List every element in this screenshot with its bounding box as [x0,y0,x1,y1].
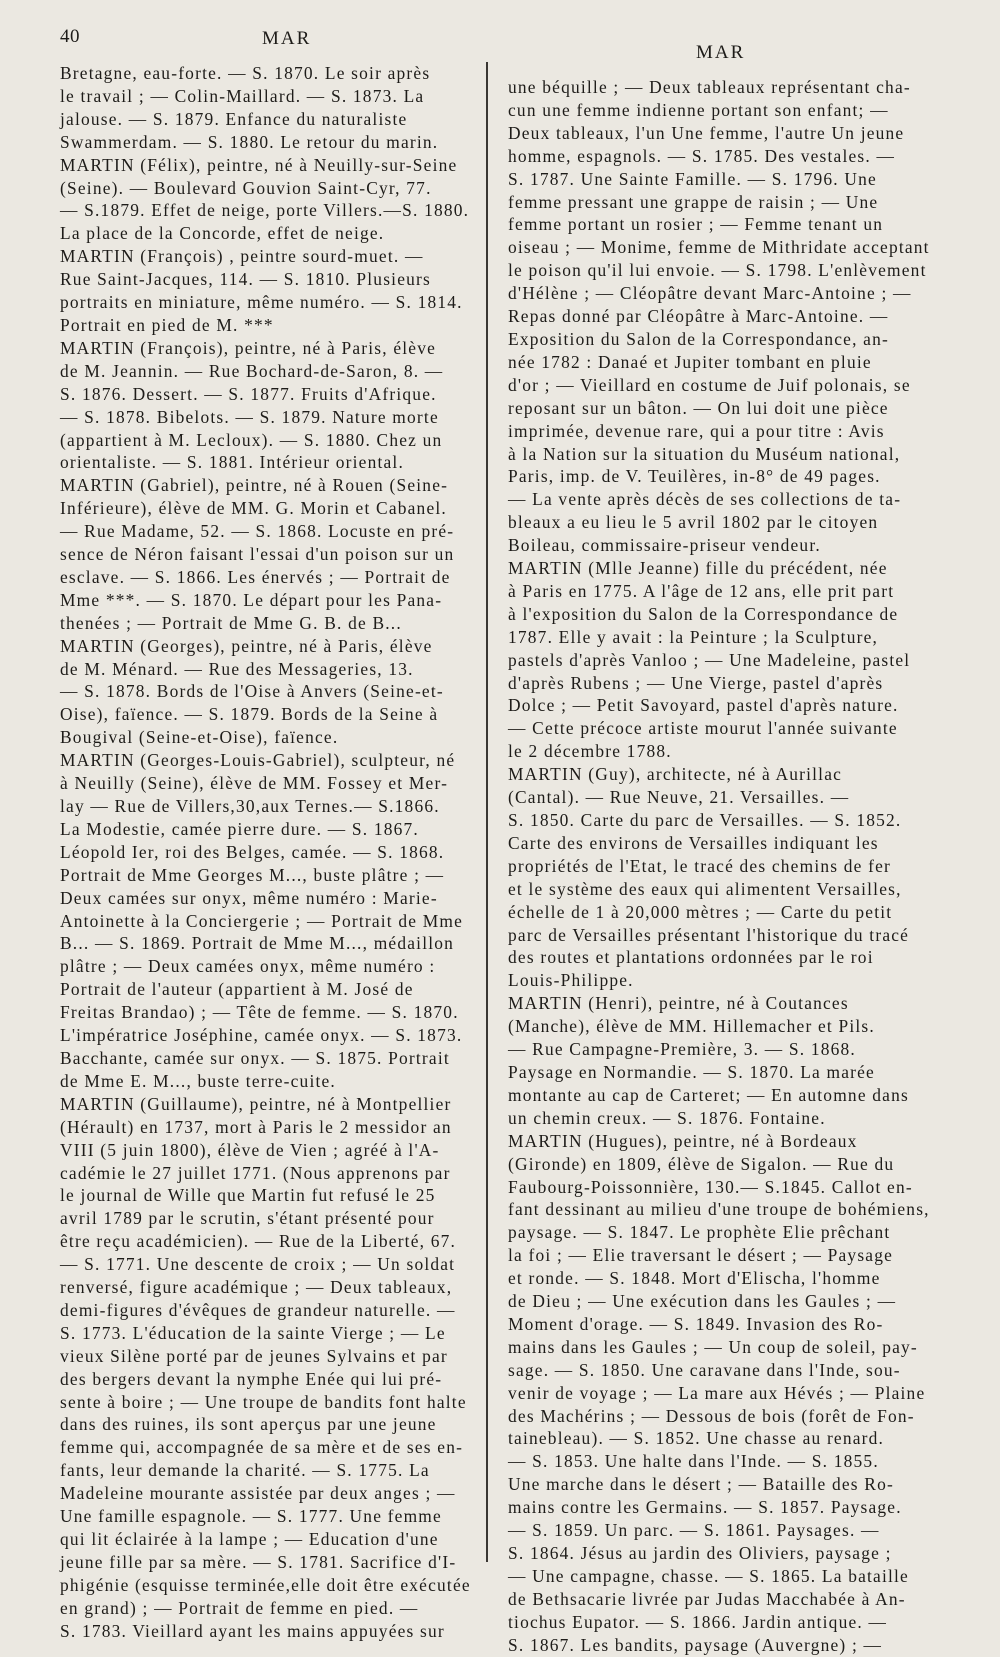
text-line: — S. 1859. Un parc. — S. 1861. Paysages. — [508,1520,880,1541]
text-line: le travail ; — Colin-Maillard. — S. 1873. La [60,85,425,106]
text-line: à Neuilly (Seine), élève de MM. Fossey et Mer- [60,773,449,794]
text-line: femme portant un rosier ; — Femme tenant un [508,214,884,235]
text-line: Faubourg-Poissonnière, 130.— S.1845. Callot en- [508,1176,913,1197]
text-line: parc de Versailles présentant l'historique du tracé [508,924,910,945]
text-line: MARTIN (Hugues), peintre, né à Bordeaux [508,1130,858,1151]
text-line: Madeleine mourante assistée par deux anges ; — [60,1483,456,1504]
text-line: S. 1850. Carte du parc de Versailles. — S. 1852. [508,810,902,830]
text-line: Rue Saint-Jacques, 114. — S. 1810. Plusieurs [60,269,431,290]
text-line: de Mme E. M..., buste terre-cuite. [60,1070,336,1091]
text-line: Louis-Philippe. [508,970,634,991]
text-line: portraits en miniature, même numéro. — S. 1814. [60,292,463,313]
text-line: échelle de 1 à 20,000 mètres ; — Carte du petit [508,901,893,922]
text-line: Carte des environs de Versailles indiquant les [508,832,879,853]
text-line: Une famille espagnole. — S. 1777. Une femme [60,1506,442,1527]
text-line: la foi ; — Elie traversant le désert ; — Paysage [508,1245,894,1266]
text-line: d'or ; — Vieillard en costume de Juif polonais, se [508,374,911,395]
text-line: tiochus Eupator. — S. 1866. Jardin antique. — [508,1611,888,1632]
text-line: imprimée, devenue rare, qui a pour titre : Avis [508,420,885,441]
text-line: vieux Silène porté par de jeunes Sylvains et par [60,1345,448,1366]
text-line: — S. 1853. Une halte dans l'Inde. — S. 1855. [508,1451,879,1472]
text-line: (Manche), élève de MM. Hillemacher et Pils. [508,1016,875,1037]
text-line: fants, leur demande la charité. — S. 1775. La [60,1460,430,1481]
text-line: MARTIN (Georges), peintre, né à Paris, élève [60,635,433,656]
text-line: Antoinette à la Conciergerie ; — Portrait de Mme [60,910,464,931]
text-line: pastels d'après Vanloo ; — Une Madeleine, pastel [508,649,911,670]
text-line: Deux tableaux, l'un Une femme, l'autre Un jeune [508,122,905,143]
text-line: avril 1789 par le scrutin, s'étant présenté pour [60,1208,435,1229]
text-line: de M. Ménard. — Rue des Messageries, 13. [60,658,414,679]
right-column [508,76,936,1657]
left-column [60,62,484,1643]
text-line: reposant sur un bâton. — On lui doit une pièce [508,397,889,418]
text-line: oiseau ; — Monime, femme de Mithridate acceptant [508,237,930,258]
text-line: femme qui, accompagnée de sa mère et de ses en- [60,1437,464,1458]
text-line: (Gironde) en 1809, élève de Sigalon. — Rue du [508,1153,895,1174]
text-line: plâtre ; — Deux camées onyx, même numéro : [60,956,436,977]
text-line: S. 1783. Vieillard ayant les mains appuyées sur [60,1620,445,1641]
text-line: (Hérault) en 1737, mort à Paris le 2 messidor an [60,1116,452,1137]
text-line: — Cette précoce artiste mourut l'année suivante [508,718,898,739]
text-line: MARTIN (Gabriel), peintre, né à Rouen (Seine- [60,475,449,496]
text-line: Repas donné par Cléopâtre à Marc-Antoine. — [508,306,889,327]
text-line: VIII (5 juin 1800), élève de Vien ; agréé à l'A- [60,1139,440,1160]
column-divider [486,62,488,1562]
text-line: de Dieu ; — Une exécution dans les Gaules ; — [508,1291,897,1312]
text-line: le 2 décembre 1788. [508,741,672,762]
text-line: paysage. — S. 1847. Le prophète Elie prêchant [508,1222,891,1243]
text-line: — S. 1771. Une descente de croix ; — Un soldat [60,1254,456,1275]
text-line: S. 1864. Jésus au jardin des Oliviers, paysage ; [508,1543,892,1563]
text-line: Inférieure), élève de MM. G. Morin et Cabanel. [60,498,447,519]
text-line: à Paris en 1775. A l'âge de 12 ans, elle prit part [508,580,895,601]
text-line: S. 1787. Une Sainte Famille. — S. 1796. Une [508,168,877,189]
page-number: 40 [60,26,80,47]
text-line: jeune fille par sa mère. — S. 1781. Sacrifice d'I- [60,1551,457,1572]
text-line: Bougival (Seine-et-Oise), faïence. [60,727,339,748]
text-line: être reçu académicien). — Rue de la Liberté, 67. [60,1231,457,1252]
text-line: en grand) ; — Portrait de femme en pied. — [60,1597,419,1618]
text-line: esclave. — S. 1866. Les énervés ; — Portrait de [60,566,451,587]
text-line: d'Hélène ; — Cléopâtre devant Marc-Antoine ; — [508,283,912,304]
text-line: un chemin creux. — S. 1876. Fontaine. [508,1107,826,1128]
text-line: — S.1879. Effet de neige, porte Villers.—S. 1880. [60,200,470,221]
text-line: qui lit éclairée à la lampe ; — Education d'une [60,1529,439,1549]
text-line: Mme ***. — S. 1870. Le départ pour les Pana- [60,589,443,610]
text-line: Bretagne, eau-forte. — S. 1870. Le soir après [60,63,431,83]
text-line: Une marche dans le désert ; — Bataille des Ro- [508,1474,894,1495]
text-line: fant dessinant au milieu d'une troupe de bohémiens, [508,1199,930,1220]
running-head-right: MAR [696,42,746,63]
text-line: — Une campagne, chasse. — S. 1865. La bataille [508,1565,909,1586]
text-line: — La vente après décès de ses collections de ta- [508,489,902,510]
text-line: — S. 1878. Bibelots. — S. 1879. Nature morte [60,406,439,427]
text-line: MARTIN (François), peintre, né à Paris, élève [60,337,437,358]
running-head-left: MAR [262,28,312,49]
text-line: une béquille ; — Deux tableaux représentant cha- [508,77,911,97]
text-line: Portrait en pied de M. *** [60,314,274,335]
text-line: Oise), faïence. — S. 1879. Bords de la Seine à [60,704,439,725]
text-line: Boileau, commissaire-priseur vendeur. [508,535,821,556]
text-line: née 1782 : Danaé et Jupiter tombant en pluie [508,351,872,372]
text-line: à l'exposition du Salon de la Correspondance de [508,603,899,624]
text-line: à la Nation sur la situation du Muséum national, [508,443,901,464]
text-line: venir de voyage ; — La mare aux Hévés ; — Plaine [508,1382,926,1403]
text-line: lay — Rue de Villers,30,aux Ternes.— S.1866. [60,796,440,816]
text-line: demi-figures d'évêques de grandeur naturelle. — [60,1299,456,1320]
text-line: Deux camées sur onyx, même numéro : Marie- [60,887,438,908]
text-line: sente à boire ; — Une troupe de bandits font halte [60,1391,467,1412]
text-line: Swammerdam. — S. 1880. Le retour du marin. [60,131,439,152]
text-line: thenées ; — Portrait de Mme G. B. de B... [60,612,402,633]
text-line: Moment d'orage. — S. 1849. Invasion des Ro- [508,1313,884,1334]
text-line: montante au cap de Carteret; — En automne dans [508,1084,909,1105]
text-line: — Rue Madame, 52. — S. 1868. Locuste en pré- [60,521,455,542]
text-line: renversé, figure académique ; — Deux tableaux, [60,1277,453,1298]
text-line: mains contre les Germains. — S. 1857. Paysage. [508,1497,902,1518]
text-line: dans des ruines, ils sont aperçus par une jeune [60,1414,437,1435]
text-line: des bergers devant la nymphe Enée qui lui pré- [60,1368,443,1389]
text-line: Portrait de Mme Georges M..., buste plâtre ; — [60,864,445,885]
text-line: d'après Rubens ; — Une Vierge, pastel d'après [508,672,884,693]
text-line: homme, espagnols. — S. 1785. Des vestales. — [508,145,896,166]
text-line: de Bethsacarie livrée par Judas Macchabée à An- [508,1588,906,1609]
text-line: propriétés de l'Etat, le tracé des chemins de fer [508,855,892,876]
text-line: phigénie (esquisse terminée,elle doit être exécutée [60,1574,471,1595]
text-line: MARTIN (Henri), peintre, né à Coutances [508,993,849,1014]
text-line: femme pressant une grappe de raisin ; — Une [508,191,879,212]
text-line: des routes et plantations ordonnées par le roi [508,947,874,968]
text-line: La Modestie, camée pierre dure. — S. 1867. [60,818,419,839]
text-line: (appartient à M. Lecloux). — S. 1880. Chez un [60,429,443,450]
text-line: B... — S. 1869. Portrait de Mme M..., médaillon [60,933,455,954]
text-line: Exposition du Salon de la Correspondance, an- [508,328,889,349]
text-line: Dolce ; — Petit Savoyard, pastel d'après nature. [508,695,899,716]
text-line: cadémie le 27 juillet 1771. (Nous apprenons par [60,1162,451,1183]
text-line: sence de Néron faisant l'essai d'un poison sur un [60,544,455,565]
text-line: cun une femme indienne portant son enfant; — [508,99,889,120]
text-line: S. 1876. Dessert. — S. 1877. Fruits d'Afrique. [60,383,437,404]
text-line: Portrait de l'auteur (appartient à M. José de [60,979,414,1000]
text-line: MARTIN (Georges-Louis-Gabriel), sculpteur, né [60,750,456,771]
text-line: Paris, imp. de V. Teuilères, in-8° de 49 pages. [508,466,881,487]
text-line: tainebleau). — S. 1852. Une chasse au renard. [508,1428,885,1449]
text-line: bleaux a eu lieu le 5 avril 1802 par le citoyen [508,512,879,533]
text-line: le poison qu'il lui envoie. — S. 1798. L'enlèvement [508,260,927,281]
text-line: (Seine). — Boulevard Gouvion Saint-Cyr, 77. [60,177,432,198]
text-line: Léopold Ier, roi des Belges, camée. — S. 1868. [60,841,445,862]
text-line: mains dans les Gaules ; — Un coup de soleil, pay- [508,1336,918,1357]
text-line: La place de la Concorde, effet de neige. [60,223,385,244]
text-line: MARTIN (François) , peintre sourd-muet. — [60,246,424,267]
text-line: sage. — S. 1850. Une caravane dans l'Inde, sou- [508,1359,901,1380]
text-line: — S. 1878. Bords de l'Oise à Anvers (Seine-et- [60,681,444,702]
text-line: le journal de Wille que Martin fut refusé le 25 [60,1185,436,1206]
text-line: L'impératrice Joséphine, camée onyx. — S. 1873. [60,1025,463,1046]
text-line: jalouse. — S. 1879. Enfance du naturaliste [60,108,408,129]
text-line: et le système des eaux qui alimentent Versailles, [508,878,902,899]
text-line: 1787. Elle y avait : la Peinture ; la Sculpture, [508,626,879,647]
text-line: Bacchante, camée sur onyx. — S. 1875. Portrait [60,1047,450,1068]
text-line: MARTIN (Félix), peintre, né à Neuilly-sur-Seine [60,154,458,175]
text-line: S. 1867. Les bandits, paysage (Auvergne) ; — [508,1634,883,1655]
text-line: et ronde. — S. 1848. Mort d'Elischa, l'homme [508,1268,881,1289]
text-line: — Rue Campagne-Première, 3. — S. 1868. [508,1039,856,1060]
text-line: S. 1773. L'éducation de la sainte Vierge ; — Le [60,1322,446,1343]
text-line: MARTIN (Guillaume), peintre, né à Montpellier [60,1093,452,1114]
text-line: Paysage en Normandie. — S. 1870. La marée [508,1061,875,1082]
text-line: Freitas Brandao) ; — Tête de femme. — S. 1870. [60,1002,459,1023]
text-line: des Machérins ; — Dessous de bois (forêt de Fon- [508,1405,915,1426]
text-line: MARTIN (Guy), architecte, né à Aurillac [508,764,843,785]
text-line: MARTIN (Mlle Jeanne) fille du précédent, née [508,558,888,579]
text-line: de M. Jeannin. — Rue Bochard-de-Saron, 8. — [60,360,444,381]
text-line: (Cantal). — Rue Neuve, 21. Versailles. — [508,787,850,808]
text-line: orientaliste. — S. 1881. Intérieur oriental. [60,452,405,473]
